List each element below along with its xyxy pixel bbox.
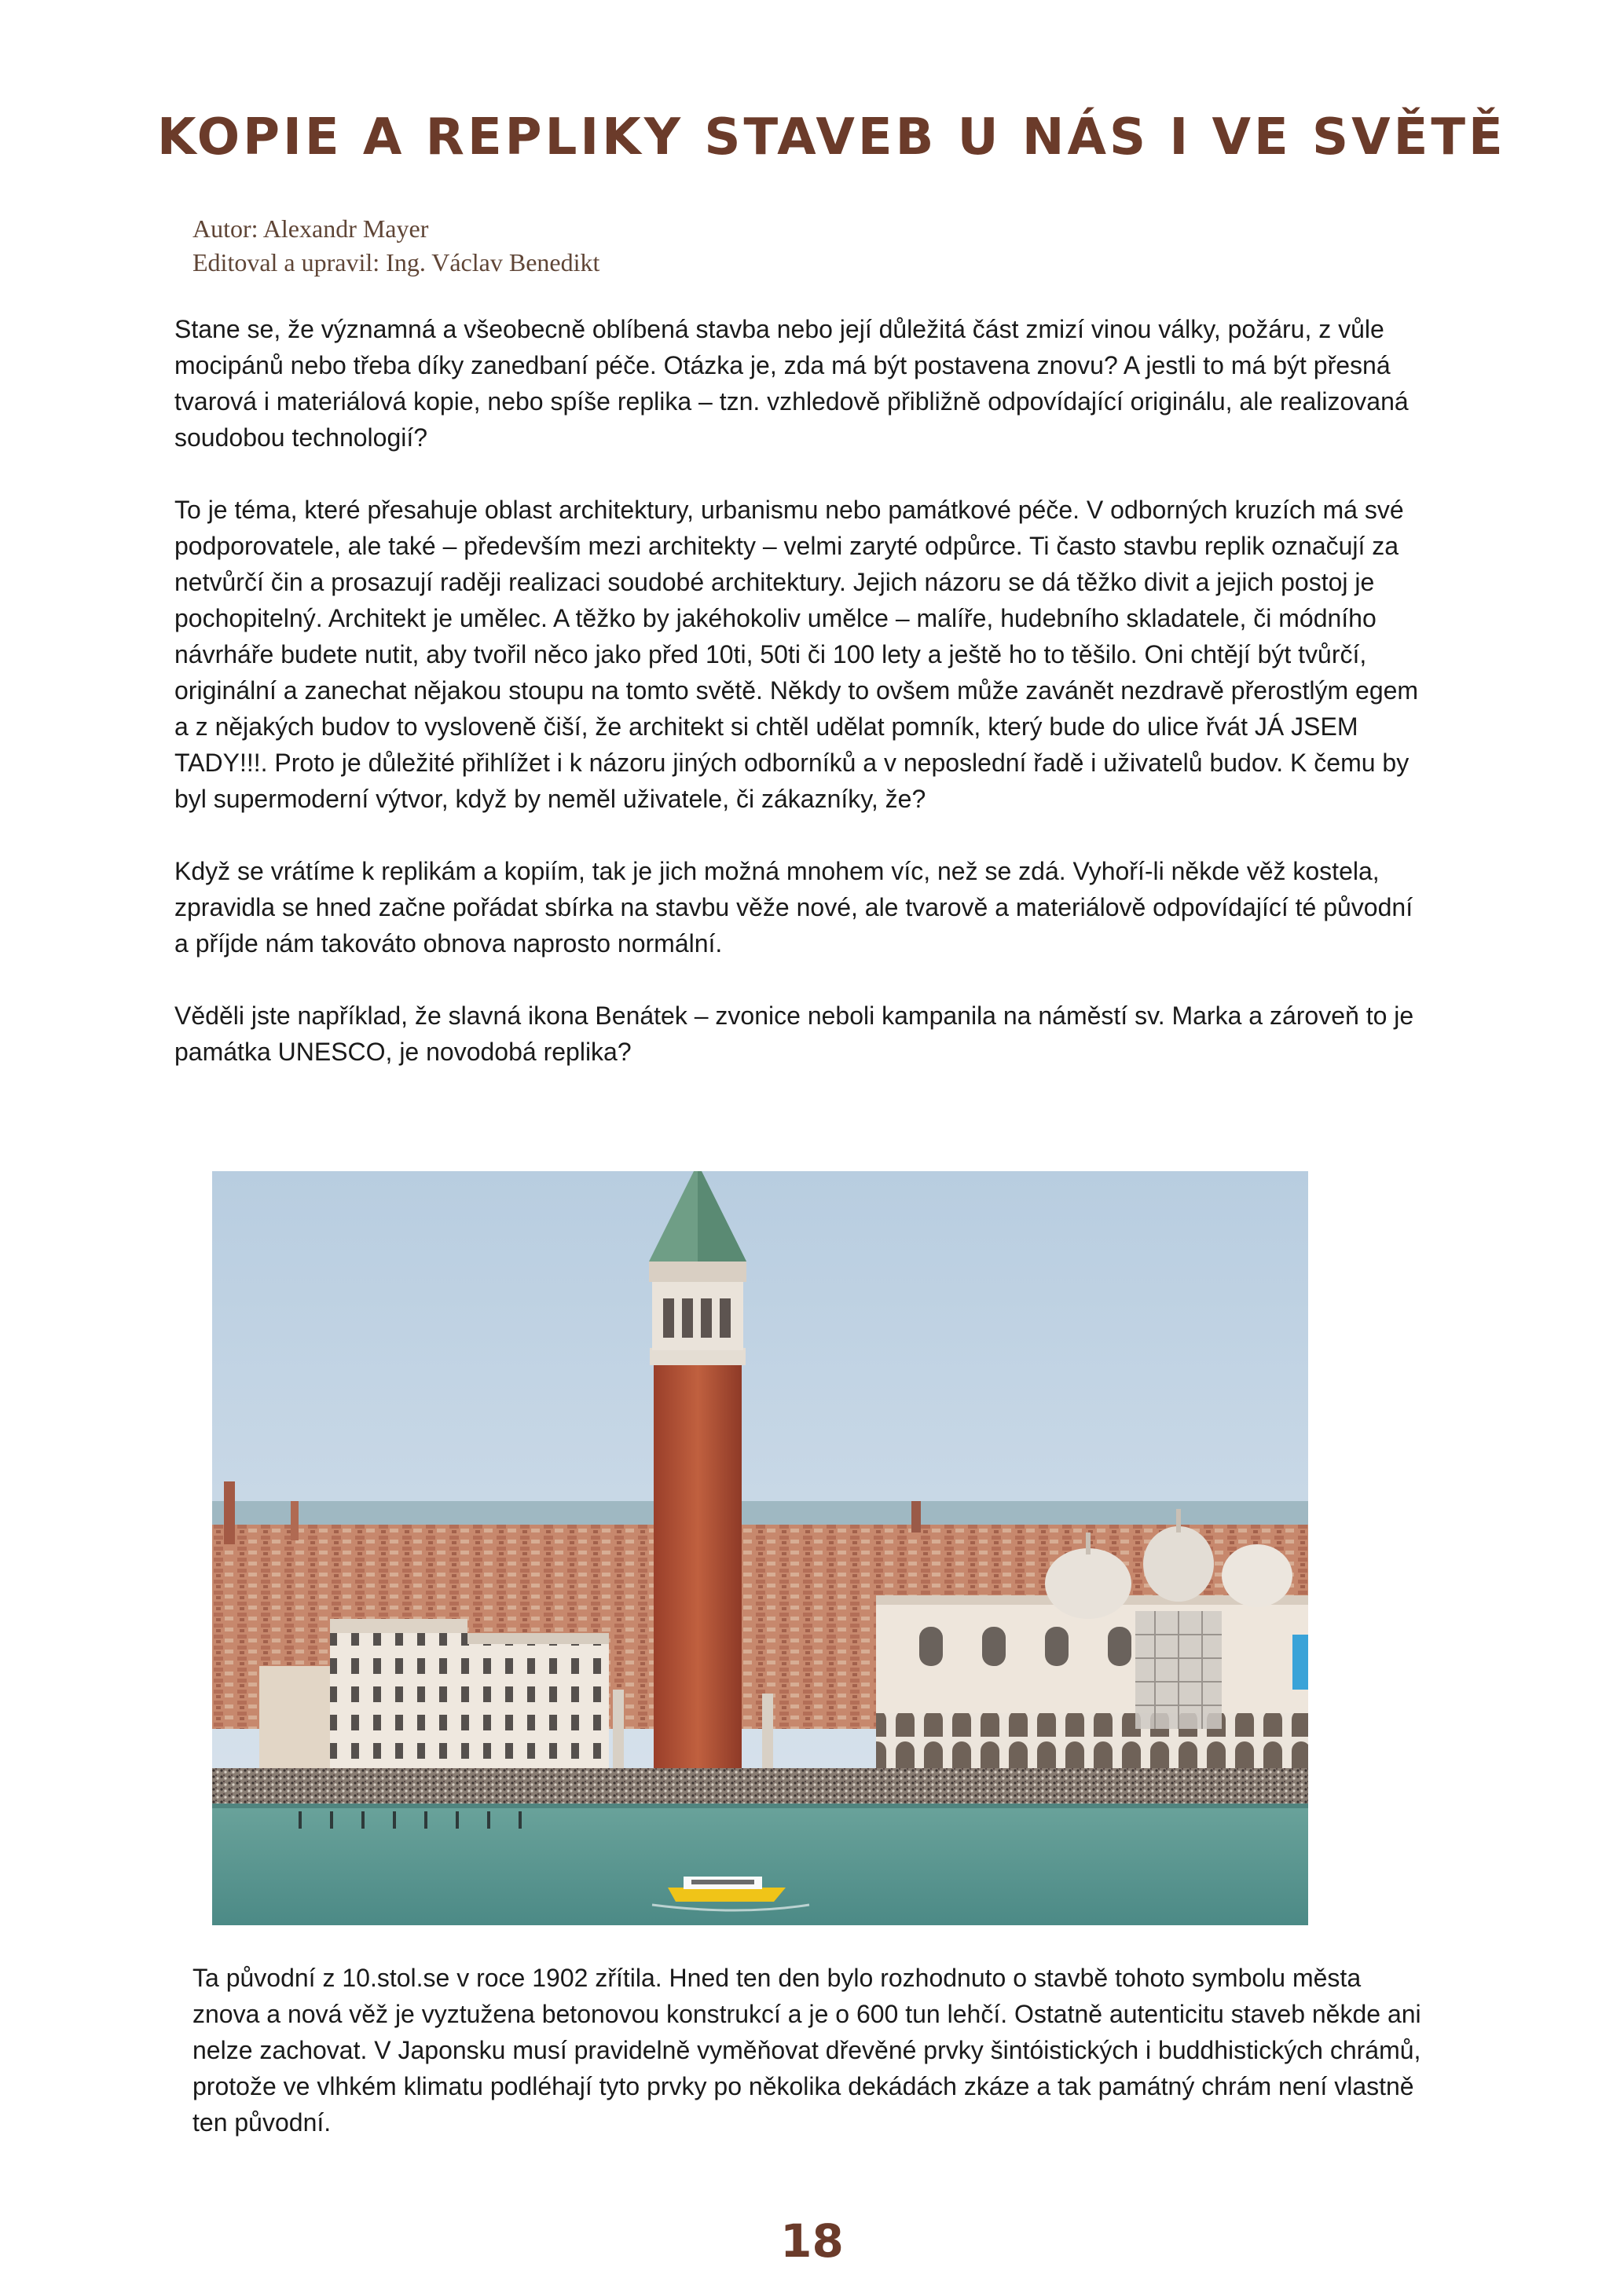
venice-campanile-photo (212, 1171, 1308, 1925)
paragraph-3: Když se vrátíme k replikám a kopiím, tak je jich možná mnohem víc, než se zdá. Vyhoří-li někde věž kostela, zpravidla se hned začne pořádat sbírka na stavbu věže nové, ale tvarově a materiálově odpovídající té původní a příjde nám takováto obnova naprosto normální. (174, 857, 1413, 958)
author-line: Autor: Alexandr Mayer (192, 214, 429, 243)
article-byline (192, 212, 599, 280)
article-body (174, 311, 1432, 1106)
article-continuation (192, 1960, 1434, 2140)
page-number: 18 (780, 2214, 844, 2268)
paragraph-2: To je téma, které přesahuje oblast architektury, urbanismu nebo památkové péče. V odborných kruzích má své podporovatele, ale také – především mezi architekty – velmi zaryté odpůrce. Ti často stavbu replik označují za netvůrčí čin a prosazují raději realizaci soudobé architektury. Jejich názoru se dá těžko divit a jejich postoj je pochopitelný. Architekt je umělec. A těžko by jakéhokoliv umělce – malíře, hudebního skladatele, či módního návrháře budete nutit, aby tvořil něco jako před 10ti, 50ti či 100 lety a ještě ho to těšilo. Oni chtějí být tvůrčí, originální a zanechat nějakou stoupu na tomto světě. Někdy to ovšem může zavánět nezdravě přerostlým egem a z nějakých budov to vysloveně čiší, že architekt si chtěl udělat pomník, který bude do ulice řvát JÁ JSEM TADY!!!. Proto je důležité přihlížet i k názoru jiných odborníků a v neposlední řadě i uživatelů budov. K čemu by byl supermoderní výtvor, když by neměl uživatele, či zákazníky, že? (174, 496, 1419, 813)
article-title: KOPIE A REPLIKY STAVEB U NÁS I VE SVĚTĚ (157, 108, 1506, 167)
paragraph-1: Stane se, že významná a všeobecně oblíbená stavba nebo její důležitá část zmizí vinou války, požáru, z vůle mocipánů nebo třeba díky zanedbaní péče. Otázka je, zda má být postavena znovu? A jestli to má být přesná tvarová i materiálová kopie, nebo spíše replika – tzn. vzhledově přibližně odpovídající originálu, ale realizovaná soudobou technologií? (174, 315, 1409, 452)
paragraph-after-image: Ta původní z 10.stol.se v roce 1902 zřítila. Hned ten den bylo rozhodnuto o stavbě tohoto symbolu města znova a nová věž je vyztužena betonovou konstrukcí a je o 600 tun lehčí. Ostatně autenticitu staveb někde ani nelze zachovat. V Japonsku musí pravidelně vyměňovat dřevěné prvky šintóistických i buddhistických chrámů, protože ve vlhkém klimatu podléhají tyto prvky po několika dekádách zkáze a tak památný chrám není vlastně ten původní. (192, 1964, 1421, 2137)
paragraph-4: Věděli jste například, že slavná ikona Benátek – zvonice neboli kampanila na náměstí sv. Marka a zároveň to je památka UNESCO, je novodobá replika? (174, 1002, 1414, 1066)
editor-line: Editoval a upravil: Ing. Václav Benedikt (192, 248, 600, 276)
